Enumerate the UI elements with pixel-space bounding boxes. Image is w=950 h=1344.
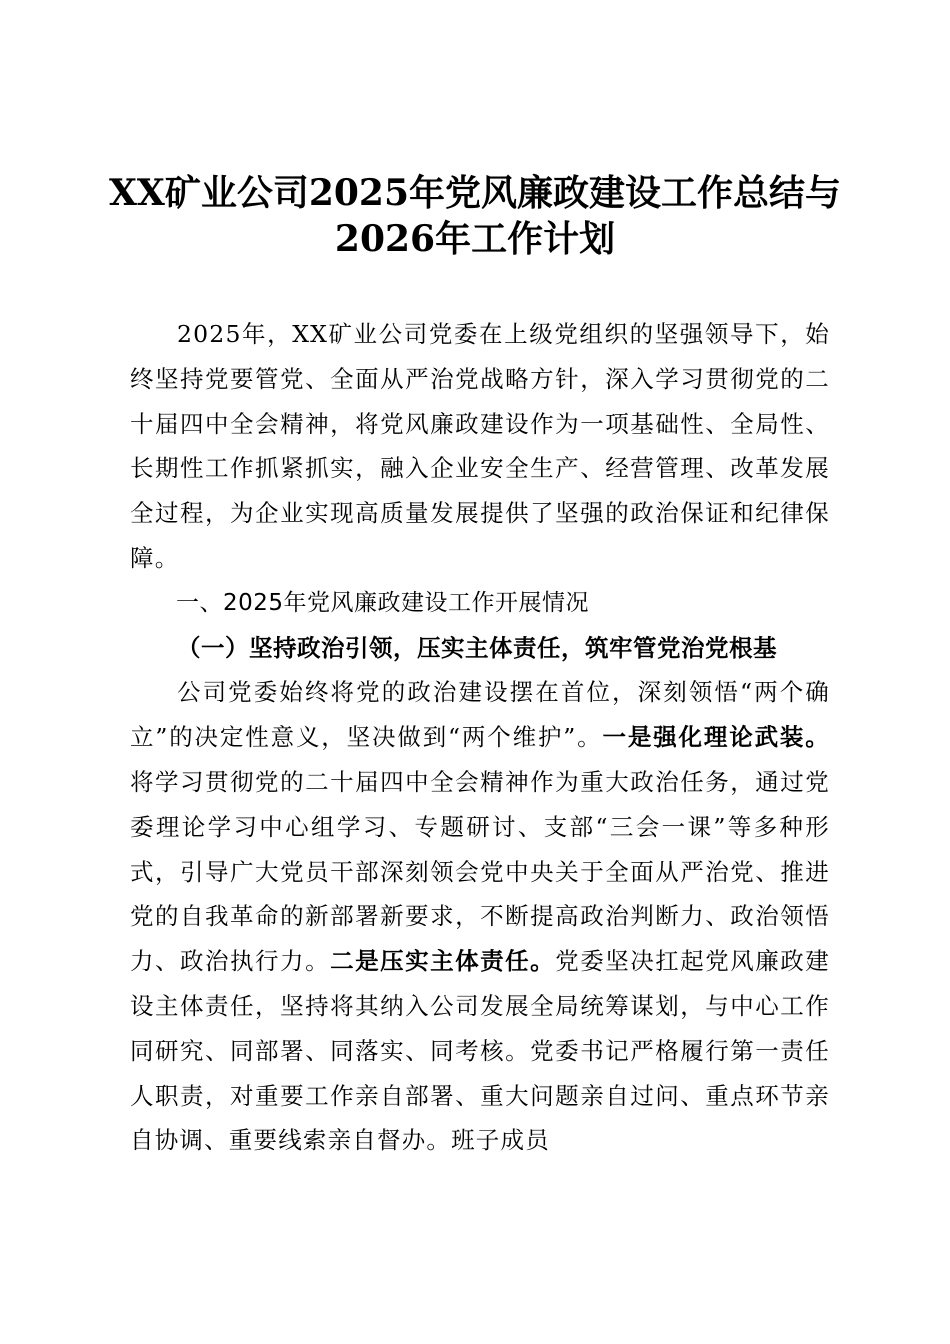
document-title-line-1: XX矿业公司2025年党风廉政建设工作总结与: [108, 172, 842, 214]
document-title-line-2: 2026年工作计划: [334, 218, 616, 260]
intro-paragraph: 2025年，XX矿业公司党委在上级党组织的坚强领导下，始终坚持党要管党、全面从严治党战略方针，深入学习贯彻党的二十届四中全会精神，将党风廉政建设作为一项基础性、全局性、长期性工作抓紧抓实，融入企业安全生产、经营管理、改革发展全过程，为企业实现高质量发展提供了坚强的政治保证和纪律保障。: [130, 320, 830, 572]
bold-phrase: 一是强化理论武装。: [602, 723, 830, 752]
subsection-heading-1: （一）坚持政治引领，压实主体责任，筑牢管党治党根基: [177, 633, 777, 662]
paragraph-text: 将学习贯彻党的二十届四中全会精神作为重大政治任务，通过党委理论学习中心组学习、专题研讨、支部“三会一课”等多种形式，引导广大党员干部深刻领会党中央关于全面从严治党、推进党的自我革命的新部署新要求，不断提高政治判断力、政治领悟力、政治执行力。: [130, 767, 830, 976]
document-body: [130, 312, 830, 1163]
paragraph-text: 党委坚决扛起党风廉政建设主体责任，坚持将其纳入公司发展全局统筹谋划，与中心工作同研究、同部署、同落实、同考核。党委书记严格履行第一责任人职责，对重要工作亲自部署、重大问题亲自过问、重点环节亲自协调、重要线索亲自督办。班子成员: [130, 947, 830, 1155]
bold-phrase: 二是压实主体责任。: [330, 947, 556, 976]
body-paragraph-2: [130, 670, 830, 1163]
section-heading-1: 一、2025年党风廉政建设工作开展情况: [176, 589, 590, 616]
paragraph-text: 公司党委始终将党的政治建设摆在首位，深刻领悟“两个确立”的决定性意义，坚决做到“两个维护”。: [130, 678, 830, 752]
